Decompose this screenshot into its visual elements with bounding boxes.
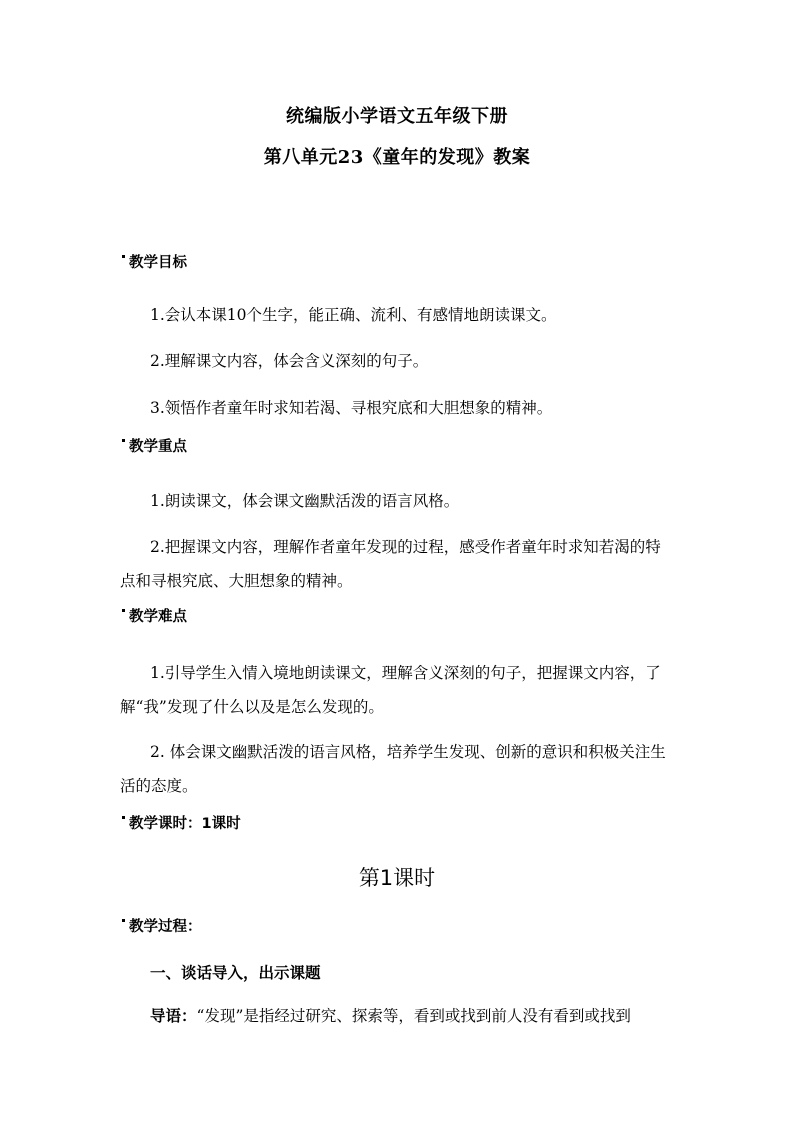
lesson-title: 第1课时 bbox=[358, 866, 436, 890]
process-step-title: 一、谈话导入，出示课题 bbox=[150, 964, 321, 982]
document-title-line2: 第八单元23《童年的发现》教案 bbox=[263, 147, 531, 168]
key-point-item: 2.把握课文内容，理解作者童年发现的过程，感受作者童年时求知若渴的特点和寻根究底、大胆想象的精神。 bbox=[120, 538, 661, 590]
bullet-icon bbox=[122, 255, 125, 258]
key-point-item: 1.朗读课文，体会课文幽默活泼的语言风格。 bbox=[150, 492, 460, 510]
objective-item: 2.理解课文内容，体会含义深刻的句子。 bbox=[150, 352, 429, 370]
intro-label: 导语： bbox=[150, 1007, 197, 1025]
section-heading-process: 教学过程： bbox=[122, 916, 202, 938]
section-heading-objectives: 教学目标 bbox=[122, 252, 187, 274]
section-heading-difficulties: 教学难点 bbox=[122, 606, 187, 628]
bullet-icon bbox=[122, 816, 125, 819]
bullet-icon bbox=[122, 439, 125, 442]
intro-text: “发现”是指经过研究、探索等，看到或找到前人没有看到或找到 bbox=[196, 1007, 631, 1025]
document-title-line1: 统编版小学语文五年级下册 bbox=[286, 106, 508, 127]
bullet-icon bbox=[122, 919, 125, 922]
bullet-icon bbox=[122, 609, 125, 612]
objective-item: 1.会认本课10个生字，能正确、流利、有感情地朗读课文。 bbox=[150, 306, 557, 324]
difficulty-item: 1.引导学生入情入境地朗读课文，理解含义深刻的句子，把握课文内容，了解“我”发现了什么以及是怎么发现的。 bbox=[120, 664, 661, 716]
section-heading-class-hours: 教学课时：1课时 bbox=[122, 813, 241, 835]
objective-item: 3.领悟作者童年时求知若渴、寻根究底和大胆想象的精神。 bbox=[150, 399, 553, 417]
difficulty-item: 2. 体会课文幽默活泼的语言风格，培养学生发现、创新的意识和积极关注生活的态度。 bbox=[120, 743, 666, 795]
intro-paragraph bbox=[150, 1004, 631, 1028]
section-heading-key-points: 教学重点 bbox=[122, 436, 187, 458]
